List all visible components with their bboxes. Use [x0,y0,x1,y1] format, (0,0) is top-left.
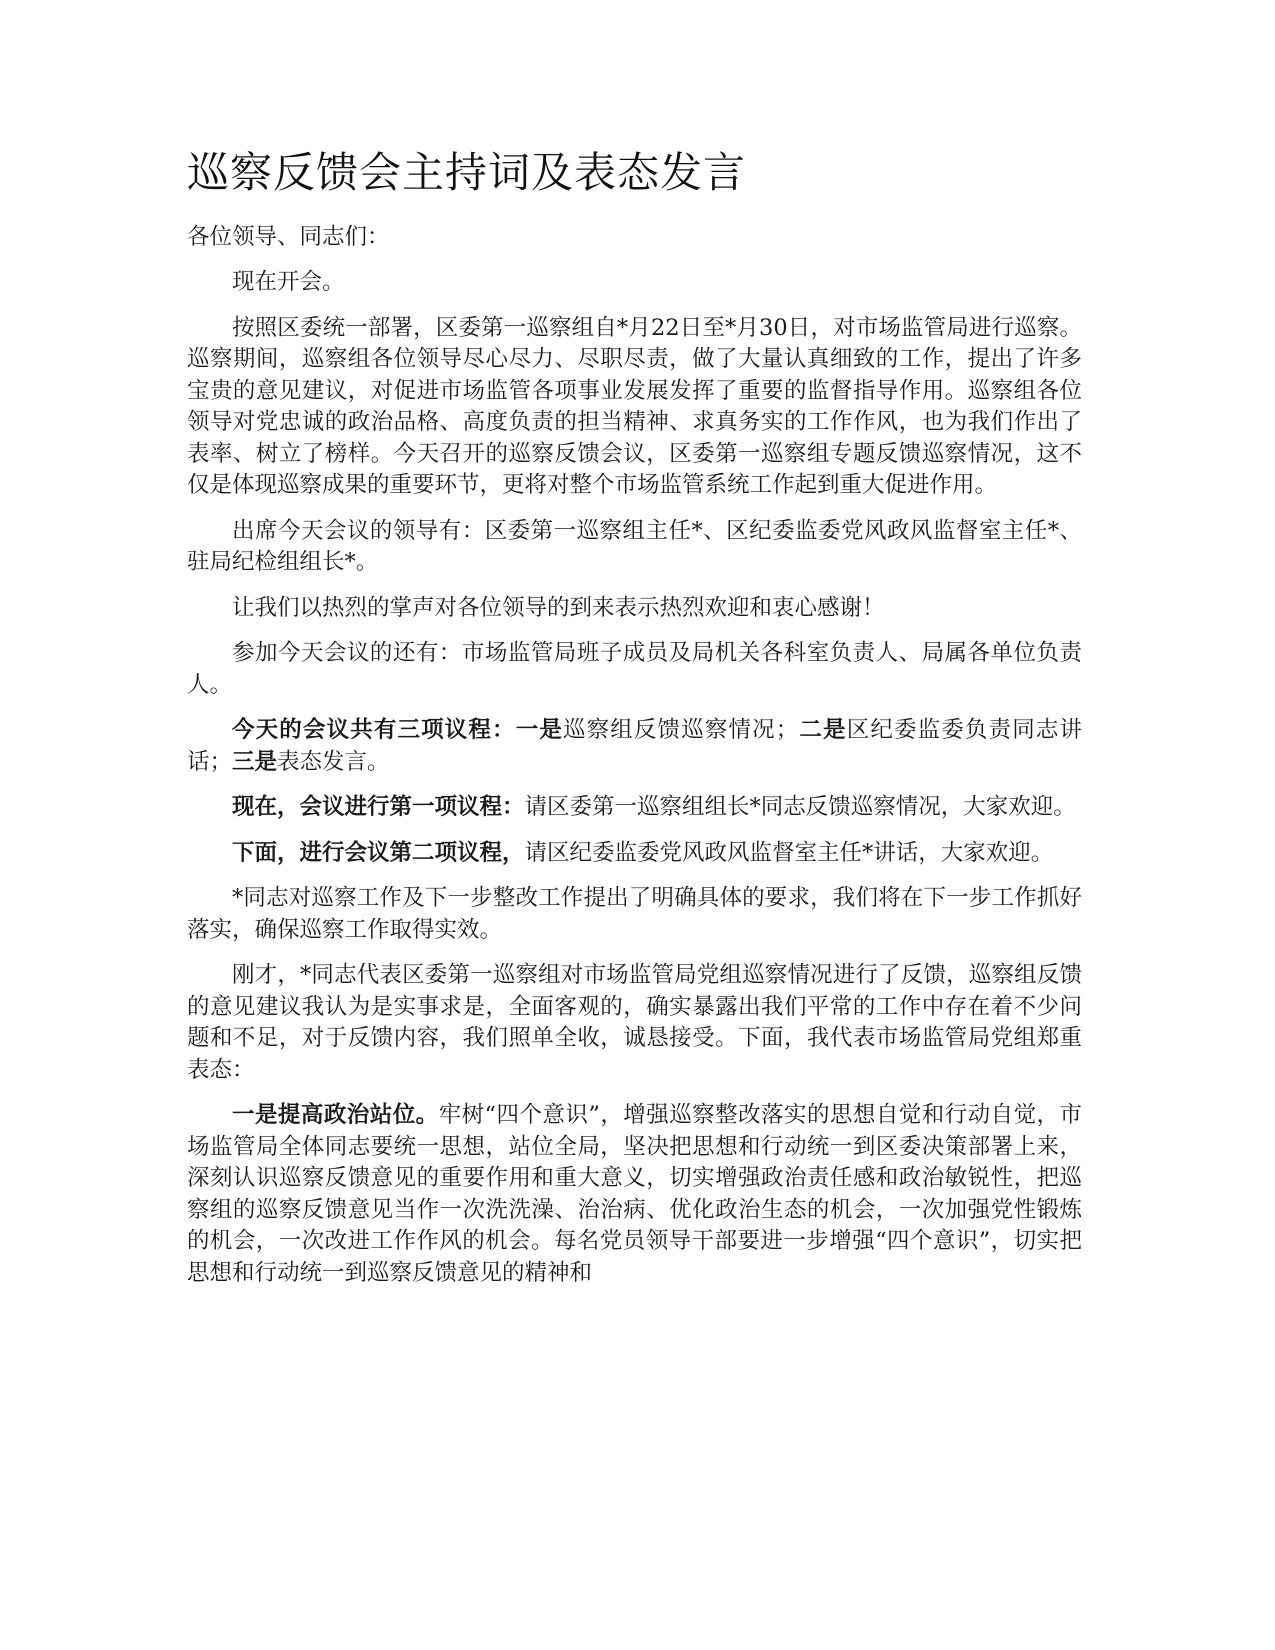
paragraph-text: 参加今天会议的还有：市场监管局班子成员及局机关各科室负责人、局属各单位负责人。 [187,640,1082,698]
paragraph-text: 刚才，*同志代表区委第一巡察组对市场监管局党组巡察情况进行了反馈，巡察组反馈的意见建议我认为是实事求是，全面客观的，确实暴露出我们平常的工作中存在着不少问题和不足，对于反馈内容，我们照单全收，诚恳接受。下面，我代表市场监管局党组郑重表态： [187,962,1082,1083]
paragraph-agenda-item-1 [187,792,1082,824]
bold-lead: 下面，进行会议第二项议程， [232,839,525,866]
paragraph-statement-intro [187,960,1082,1086]
paragraph-text: 现在开会。 [232,269,345,295]
paragraph-welcome [187,593,1082,625]
document-body [187,140,1082,1303]
paragraph-text: 牢树“四个意识”，增强巡察整改落实的思想自觉和行动自觉，市场监管局全体同志要统一思想，站位全局，坚决把思想和行动统一到区委决策部署上来，深刻认识巡察反馈意见的重要作用和重大意义，切实增强政治责任感和政治敏锐性，把巡察组的巡察反馈意见当作一次洗洗澡、治治病、优化政治生态的机会，一次加强党性锻炼的机会，一次改进工作作风的机会。每名党员领导干部要进一步增强“四个意识”，切实把思想和行动统一到巡察反馈意见的精神和 [187,1102,1082,1286]
paragraph-requirements [187,883,1082,946]
paragraph-text: 表态发言。 [277,748,390,775]
paragraph-agenda [187,715,1082,778]
bold-lead: 一是提高政治站位。 [232,1102,439,1128]
paragraph-participants [187,638,1082,701]
paragraph-text: 区纪委监委负责同志讲话； [187,717,1082,775]
paragraph-background [187,313,1082,502]
bold-lead: 二是 [798,717,847,743]
paragraph-agenda-item-2 [187,838,1082,870]
paragraph-text: 请区委第一巡察组组长*同志反馈巡察情况，大家欢迎。 [524,794,1076,820]
paragraph-attending-leaders [187,516,1082,579]
paragraph-text: 出席今天会议的领导有：区委第一巡察组主任*、区纪委监委党风政风监督室主任*、驻局纪检组组长*。 [187,517,1082,575]
paragraph-text: 请区纪委监委党风政风监督室主任*讲话，大家欢迎。 [524,839,1054,866]
salutation: 各位领导、同志们： [187,224,390,250]
paragraph-point-one [187,1100,1082,1289]
document-title: 巡察反馈会主持词及表态发言 [187,148,747,197]
bold-lead: 今天的会议共有三项议程：一是 [232,717,563,743]
paragraph-text: *同志对巡察工作及下一步整改工作提出了明确具体的要求，我们将在下一步工作抓好落实，确保巡察工作取得实效。 [187,885,1082,943]
paragraph-text: 按照区委统一部署，区委第一巡察组自*月22日至*月30日，对市场监管局进行巡察。巡察期间，巡察组各位领导尽心尽力、尽职尽责，做了大量认真细致的工作，提出了许多宝贵的意见建议，对促进市场监管各项事业发展发挥了重要的监督指导作用。巡察组各位领导对党忠诚的政治品格、高度负责的担当精神、求真务实的工作作风，也为我们作出了表率、树立了榜样。今天召开的巡察反馈会议，区委第一巡察组专题反馈巡察情况，这不仅是体现巡察成果的重要环节，更将对整个市场监管系统工作起到重大促进作用。 [187,314,1082,498]
paragraph-text: 让我们以热烈的掌声对各位领导的到来表示热烈欢迎和衷心感谢！ [232,594,885,621]
bold-lead: 三是 [232,748,278,775]
paragraph-open-meeting [187,267,1082,299]
paragraph-text: 巡察组反馈巡察情况； [562,717,799,743]
bold-lead: 现在，会议进行第一项议程： [232,794,525,820]
